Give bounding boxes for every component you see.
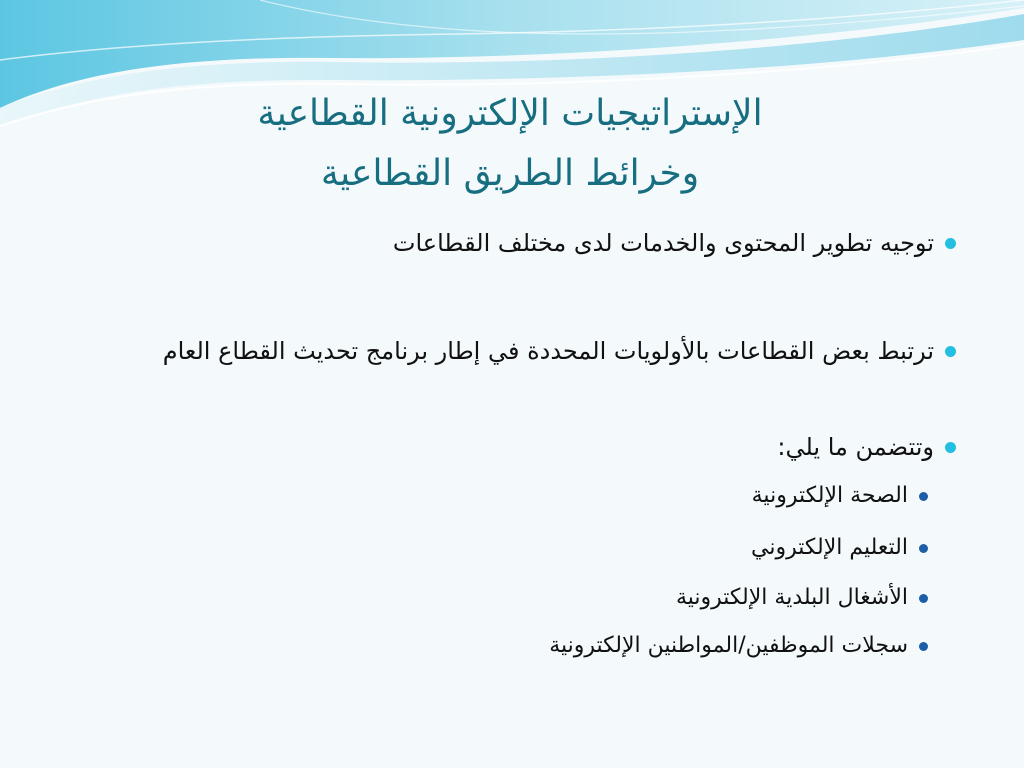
sub-bullet-text: الصحة الإلكترونية xyxy=(751,483,908,508)
sub-bullet-item xyxy=(752,478,908,514)
sub-bullet-dot-icon xyxy=(919,492,928,501)
bullet-item xyxy=(70,332,934,370)
sub-bullet-text: التعليم الإلكتروني xyxy=(751,535,908,560)
bullet-item xyxy=(70,428,934,466)
bullet-text: ترتبط بعض القطاعات بالأولويات المحددة في إطار برنامج تحديث القطاع العام xyxy=(162,337,934,365)
sub-bullet-item xyxy=(751,530,908,566)
sub-bullet-dot-icon xyxy=(919,594,928,603)
slide-title-line-1: الإستراتيجيات الإلكترونية القطاعية xyxy=(257,93,763,134)
bullet-dot-icon xyxy=(945,442,956,453)
sub-bullet-text: سجلات الموظفين/المواطنين الإلكترونية xyxy=(549,633,908,658)
bullet-dot-icon xyxy=(945,346,956,357)
sub-bullet-item xyxy=(676,580,908,616)
sub-bullet-item xyxy=(549,628,908,664)
sub-bullet-dot-icon xyxy=(919,544,928,553)
bullet-item xyxy=(70,224,934,262)
bullet-text: وتتضمن ما يلي: xyxy=(777,433,934,461)
bullet-text: توجيه تطوير المحتوى والخدمات لدى مختلف القطاعات xyxy=(392,229,934,257)
slide-title-line-2: وخرائط الطريق القطاعية xyxy=(320,153,700,194)
sub-bullet-dot-icon xyxy=(919,642,928,651)
sub-bullet-text: الأشغال البلدية الإلكترونية xyxy=(675,585,908,610)
bullet-dot-icon xyxy=(945,238,956,249)
